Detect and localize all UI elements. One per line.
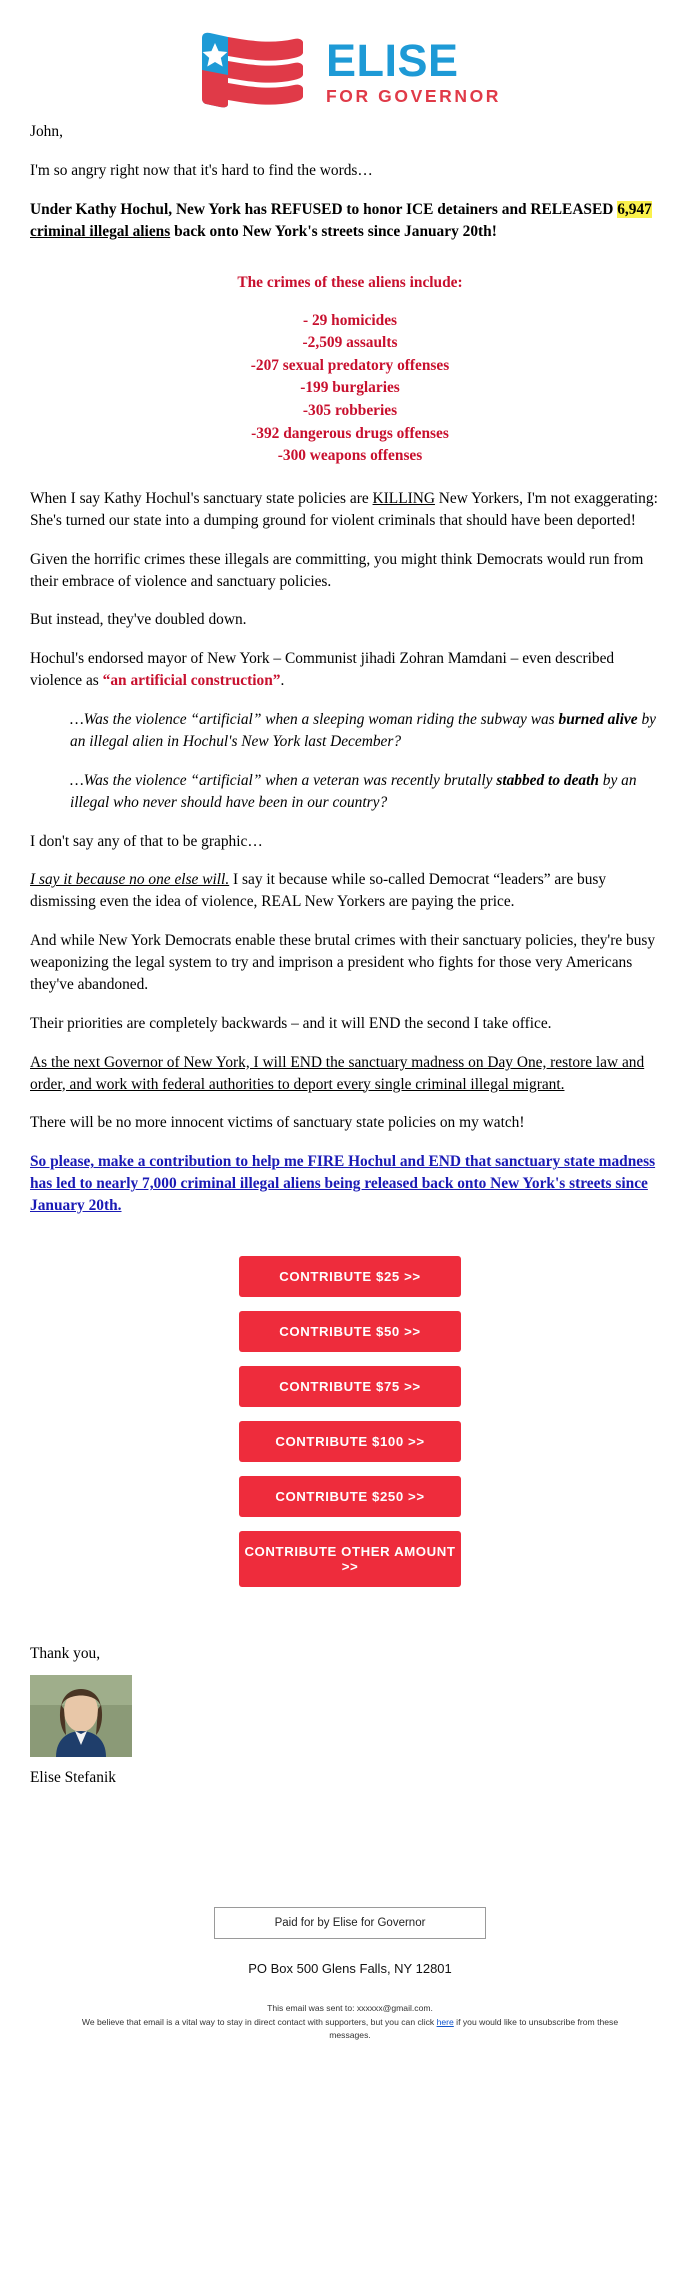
avatar <box>30 1675 132 1757</box>
footer-fine-print <box>0 2002 700 2073</box>
quote2-after: by an illegal who never should have been in our country? <box>70 771 637 811</box>
crime-stat-item: -300 weapons offenses <box>277 447 423 465</box>
paragraph-graphic: I don't say any of that to be graphic… <box>30 832 263 850</box>
contribute-other-amount-button[interactable]: CONTRIBUTE OTHER AMOUNT >> <box>239 1531 461 1587</box>
logo-tagline-text: FOR GOVERNOR <box>325 85 502 106</box>
spacer <box>30 260 670 274</box>
disclaimer-before: We believe that email is a vital way to stay in direct contact with supporters, but you can click <box>81 2016 437 2027</box>
killing-before: When I say Kathy Hochul's sanctuary state policies are <box>30 489 373 507</box>
alert-part3: back onto New York's streets since January 20th! <box>170 222 497 240</box>
logo-wordmark <box>325 34 502 106</box>
paragraph-mamdani <box>30 648 670 692</box>
contribute-250-button[interactable]: CONTRIBUTE $250 >> <box>239 1476 461 1517</box>
signature-name: Elise Stefanik <box>30 1768 116 1786</box>
killing-underlined: KILLING <box>372 489 435 507</box>
waving-flag-e-icon <box>198 30 316 113</box>
crime-stat-item: - 29 homicides <box>302 311 398 329</box>
crimes-heading: The crimes of these aliens include: <box>237 273 463 291</box>
because-underlined: I say it because no one else will. <box>30 871 230 889</box>
quote2-before: …Was the violence “artificial” when a veteran was recently brutally <box>70 771 497 789</box>
blockquote-stabbed-to-death <box>30 770 670 814</box>
signature-block <box>0 1611 700 1787</box>
crime-stat-item: -2,509 assaults <box>302 334 398 352</box>
email-body <box>0 121 700 1217</box>
crime-stat-item: -305 robberies <box>302 402 398 420</box>
mailing-address: PO Box 500 Glens Falls, NY 12801 <box>248 1960 452 1976</box>
mamdani-red-quote: “an artificial construction” <box>102 672 281 690</box>
contribute-25-button[interactable]: CONTRIBUTE $25 >> <box>239 1256 461 1297</box>
disclaimer-after: if you would like to unsubscribe from these messages. <box>329 2016 619 2041</box>
unsubscribe-link[interactable]: here <box>436 2016 454 2027</box>
highlight-number: 6,947 <box>617 200 652 218</box>
logo-name-text: ELISE <box>325 34 459 86</box>
paid-for-disclaimer: Paid for by Elise for Governor <box>214 1907 487 1939</box>
paragraph-backwards: Their priorities are completely backwards – and it will END the second I take office. <box>30 1014 552 1032</box>
because-after: I say it because while so-called Democrat “leaders” are busy dismissing even the idea of violence, REAL New Yorkers are paying the price. <box>30 871 607 911</box>
contribution-cta-link[interactable]: So please, make a contribution to help me FIRE Hochul and END that sanctuary state madness has led to nearly 7,000 criminal illegal aliens being released back onto New York's streets since January 20th. <box>30 1153 656 1215</box>
mamdani-after: . <box>280 672 285 690</box>
email-footer <box>0 1787 700 2073</box>
quote1-after: by an illegal alien in Hochul's New York last December? <box>70 711 656 750</box>
thank-you-text: Thank you, <box>30 1644 101 1662</box>
killing-after: New Yorkers, I'm not exaggerating: She's turned our state into a dumping ground for violent criminals that should have been deported! <box>30 489 658 529</box>
logo-lockup <box>198 30 502 113</box>
crime-stat-item: -207 sexual predatory offenses <box>250 356 450 374</box>
paragraph-pledge: As the next Governor of New York, I will END the sanctuary madness on Day One, restore law and order, and work with federal authorities to deport every single criminal illegal migrant. <box>30 1053 645 1093</box>
paragraph-doubled-down: But instead, they've doubled down. <box>30 611 247 629</box>
paragraph-democrats: Given the horrific crimes these illegals are committing, you might think Democrats would run from their embrace of violence and sanctuary policies. <box>30 550 644 590</box>
alert-underlined: criminal illegal aliens <box>30 222 171 240</box>
paragraph-weaponizing: And while New York Democrats enable these brutal crimes with their sanctuary policies, they're busy weaponizing the legal system to try and imprison a president who fights for those very Americans they've abandoned. <box>30 932 656 993</box>
alert-part1: Under Kathy Hochul, New York has REFUSED to honor ICE detainers and RELEASED <box>30 200 618 218</box>
crime-stat-item: -392 dangerous drugs offenses <box>251 424 449 442</box>
salutation: John, <box>30 123 63 140</box>
blockquote-burned-alive <box>30 709 670 753</box>
crime-stat-item: -199 burglaries <box>300 379 400 397</box>
donation-button-group <box>0 1234 700 1611</box>
quote2-bold: stabbed to death <box>496 771 599 789</box>
contribute-100-button[interactable]: CONTRIBUTE $100 >> <box>239 1421 461 1462</box>
paragraph-killing <box>30 488 670 532</box>
crimes-stat-list <box>30 310 670 468</box>
contribute-50-button[interactable]: CONTRIBUTE $50 >> <box>239 1311 461 1352</box>
sent-to-text: This email was sent to: xxxxxx@gmail.com. <box>267 2002 433 2013</box>
paragraph-victims: There will be no more innocent victims of sanctuary state policies on my watch! <box>30 1114 525 1132</box>
contribute-75-button[interactable]: CONTRIBUTE $75 >> <box>239 1366 461 1407</box>
email-header-logo <box>0 0 700 121</box>
paragraph-because <box>30 869 670 913</box>
quote1-bold: burned alive <box>558 711 638 729</box>
mamdani-before: Hochul's endorsed mayor of New York – Communist jihadi Zohran Mamdani – even described violence as <box>30 650 615 690</box>
quote1-before: …Was the violence “artificial” when a sleeping woman riding the subway was <box>70 711 559 729</box>
alert-paragraph <box>30 199 670 243</box>
opening-line: I'm so angry right now that it's hard to find the words… <box>30 161 373 179</box>
